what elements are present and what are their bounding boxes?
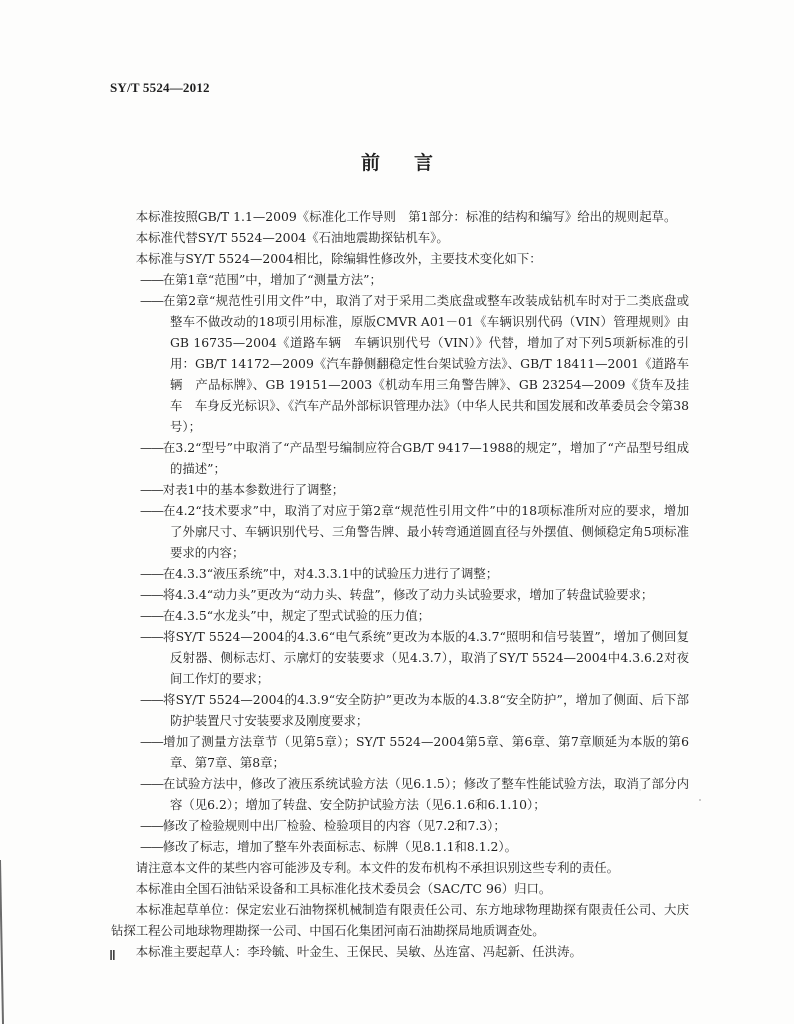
change-text: 在第1章“范围”中，增加了“测量方法”； xyxy=(162,272,382,287)
closing-paragraph: 本标准由全国石油钻采设备和工具标准化技术委员会（SAC/TC 96）归口。 xyxy=(135,881,552,896)
change-item xyxy=(111,479,689,500)
change-text: 在第2章“规范性引用文件”中，取消了对于采用二类底盘或整车改装成钻机车时对于二类底盘或整车不做改动的18项引用标准，原版CMVR A01－01《车辆识别代码（VIN）管理规则》由GB 16735—2004《道路车辆 车辆识别代号（VIN）》代替，增加了对下列5项新标准的引用：GB/T 14172—2009《汽车静侧翻稳定性台架试验方法》、GB/T 18411—2001《道路车辆 产品标牌》、GB 19151—2003《机动车用三角警告牌》、GB 23254—2009《货车及挂车 车身反光标识》、《汽车产品外部标识管理办法》（中华人民共和国发展和改革委员会令第38号）； xyxy=(162,293,689,434)
change-text: 对表1中的基本参数进行了调整； xyxy=(162,482,345,497)
change-text: 在4.2“技术要求”中，取消了对应于第2章“规范性引用文件”中的18项标准所对应的要求，增加了外廓尺寸、车辆识别代号、三角警告牌、最小转弯通道圆直径与外摆值、侧倾稳定角5项标准要求的内容； xyxy=(162,503,689,560)
document-code: SY/T 5524—2012 xyxy=(110,80,210,95)
dash-marker: —— xyxy=(140,503,163,518)
change-text: 在4.3.3“液压系统”中，对4.3.3.1中的试验压力进行了调整； xyxy=(162,566,499,581)
intro-paragraph: 本标准按照GB/T 1.1—2009《标准化工作导则 第1部分：标准的结构和编写》给出的规则起草。 xyxy=(135,209,677,224)
change-item xyxy=(111,731,689,773)
change-text: 在试验方法中，修改了液压系统试验方法（见6.1.5）；修改了整车性能试验方法，取消了部分内容（见6.2）；增加了转盘、安全防护试验方法（见6.1.6和6.1.10）； xyxy=(162,776,689,812)
dash-marker: —— xyxy=(140,734,163,749)
speck xyxy=(699,799,701,801)
change-text: 修改了检验规则中出厂检验、检验项目的内容（见7.2和7.3）； xyxy=(162,818,506,833)
change-text: 在3.2“型号”中取消了“产品型号编制应符合GB/T 9417—1988的规定”，增加了“产品型号组成的描述”； xyxy=(162,440,689,476)
change-item xyxy=(111,815,689,836)
dash-marker: —— xyxy=(140,608,163,623)
changes-list xyxy=(111,269,689,857)
change-item xyxy=(111,773,689,815)
change-item xyxy=(111,437,689,479)
closing-section xyxy=(111,857,689,962)
intro-paragraph: 本标准代替SY/T 5524—2004《石油地震勘探钻机车》。 xyxy=(135,230,449,245)
dash-marker: —— xyxy=(140,587,163,602)
change-item xyxy=(111,500,689,563)
change-text: 在4.3.5“水龙头”中，规定了型式试验的压力值； xyxy=(162,608,431,623)
change-item xyxy=(111,626,689,689)
change-item xyxy=(111,584,689,605)
dash-marker: —— xyxy=(140,629,163,644)
dash-marker: —— xyxy=(140,440,163,455)
dash-marker: —— xyxy=(140,839,163,854)
intro-section xyxy=(111,206,689,269)
document-body xyxy=(111,206,689,962)
dash-marker: —— xyxy=(140,776,163,791)
dash-marker: —— xyxy=(140,272,163,287)
scan-edge-line xyxy=(0,860,3,1024)
page-title: 前言 xyxy=(360,152,467,174)
closing-paragraph: 请注意本文件的某些内容可能涉及专利。本文件的发布机构不承担识别这些专利的责任。 xyxy=(135,860,620,875)
dash-marker: —— xyxy=(140,482,163,497)
change-item xyxy=(111,269,689,290)
change-item xyxy=(111,290,689,437)
change-text: 将SY/T 5524—2004的4.3.9“安全防护”更改为本版的4.3.8“安全防护”，增加了侧面、后下部防护装置尺寸安装要求及刚度要求； xyxy=(162,692,689,728)
change-text: 增加了测量方法章节（见第5章）；SY/T 5524—2004第5章、第6章、第7章顺延为本版的第6章、第7章、第8章； xyxy=(162,734,689,770)
closing-paragraph: 本标准主要起草人：李玲毓、叶金生、王保民、吴敏、丛连富、冯起新、任洪涛。 xyxy=(135,944,582,959)
dash-marker: —— xyxy=(140,692,163,707)
change-text: 修改了标志，增加了整车外表面标志、标牌（见8.1.1和8.1.2）。 xyxy=(162,839,518,854)
dash-marker: —— xyxy=(140,293,163,308)
change-item xyxy=(111,605,689,626)
change-text: 将4.3.4“动力头”更改为“动力头、转盘”，修改了动力头试验要求，增加了转盘试验要求； xyxy=(162,587,654,602)
change-item xyxy=(111,689,689,731)
dash-marker: —— xyxy=(140,818,163,833)
change-item xyxy=(111,563,689,584)
dash-marker: —— xyxy=(140,566,163,581)
change-item xyxy=(111,836,689,857)
closing-paragraph: 本标准起草单位：保定宏业石油物探机械制造有限责任公司、东方地球物理勘探有限责任公司、大庆钻探工程公司地球物理勘探一公司、中国石化集团河南石油勘探局地质调查处。 xyxy=(111,902,689,938)
intro-paragraph: 本标准与SY/T 5524—2004相比，除编辑性修改外，主要技术变化如下： xyxy=(135,251,542,266)
change-text: 将SY/T 5524—2004的4.3.6“电气系统”更改为本版的4.3.7“照明和信号装置”，增加了侧回复反射器、侧标志灯、示廓灯的安装要求（见4.3.7），取消了SY/T 5524—2004中4.3.6.2对夜间工作灯的要求； xyxy=(162,629,689,686)
page-number: Ⅱ xyxy=(109,949,116,964)
